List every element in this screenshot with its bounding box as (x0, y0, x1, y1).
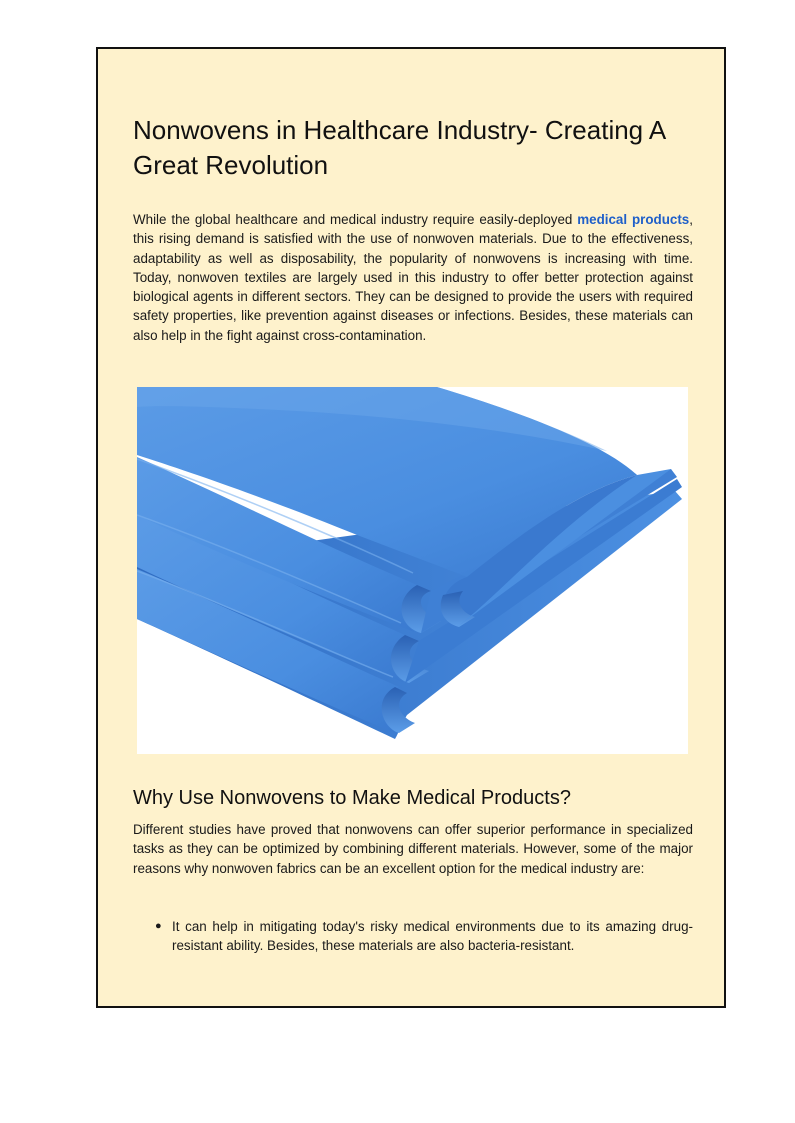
section-paragraph: Different studies have proved that nonwovens can offer superior performance in specialized tasks as they can be optimized by combining different materials. However, some of the major reasons why nonwoven fabrics can be an excellent option for the medical industry are: (133, 822, 693, 876)
list-item-text: It can help in mitigating today's risky medical environments due to its amazing drug-resistant ability. Besides, these materials are also bacteria-resistant. (172, 919, 693, 954)
intro-text-before-link: While the global healthcare and medical industry require easily-deployed (133, 212, 578, 227)
intro-text-after-link: , this rising demand is satisfied with the use of nonwoven materials. Due to the effectiveness, adaptability as well as disposability, the popularity of nonwovens is increasing with time. Today, nonwoven textiles are largely used in this industry to offer better protection against biological agents in different sectors. They can be designed to provide the users with required safety properties, like prevention against diseases or infections. Besides, these materials can also help in the fight against cross-contamination. (133, 212, 693, 343)
fabric-image (137, 387, 688, 754)
document-title: Nonwovens in Healthcare Industry- Creating A Great Revolution (133, 115, 665, 180)
bullet-icon: ● (155, 920, 162, 932)
medical-products-link[interactable]: medical products (577, 212, 690, 227)
section-heading: Why Use Nonwovens to Make Medical Products? (133, 787, 571, 809)
list-item (133, 917, 693, 956)
document-page (96, 47, 726, 1008)
reasons-list (133, 917, 693, 956)
fabric-illustration (137, 387, 688, 754)
intro-paragraph (133, 210, 693, 345)
